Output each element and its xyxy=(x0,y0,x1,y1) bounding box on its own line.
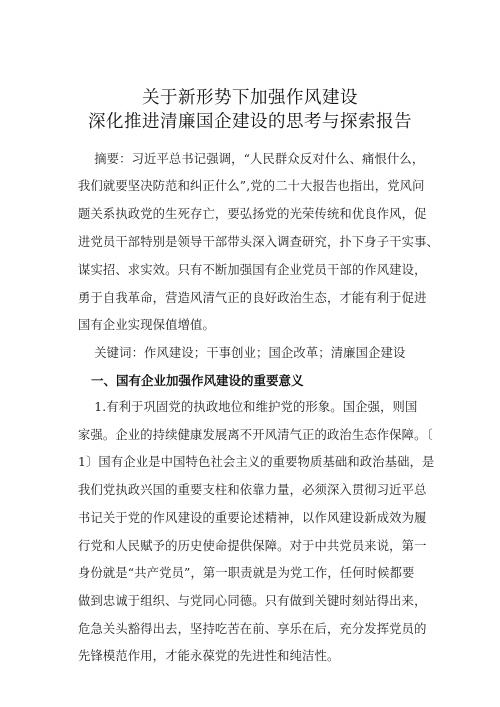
section-line: 身份就是“共产党员”，第一职责就是为党工作，任何时候都要 xyxy=(78,566,415,580)
keywords-line: 关键词：作风建设；干事创业；国企改革；清廉国企建设 xyxy=(78,346,406,360)
section-heading: 一、国有企业加强作风建设的重要意义 xyxy=(91,373,304,388)
title-line-1: 关于新形势下加强作风建设 xyxy=(142,88,358,108)
abstract-line: 谋实招、求实效。只有不断加强国有企业党员干部的作风建设， xyxy=(78,263,427,277)
section-line: 我们党执政兴国的重要支柱和依靠力量，必须深入贯彻习近平总 xyxy=(78,483,427,497)
title-line-2: 深化推进清廉国企建设的思考与探索报告 xyxy=(88,112,412,132)
abstract-line: 题关系执政党的生死存亡，要弘扬党的光荣传统和优良作风，促 xyxy=(78,207,427,221)
section-line: 行党和人民赋予的历史使命提供保障。对于中共党员来说，第一 xyxy=(78,539,427,553)
abstract-line: 我们就要坚决防范和纠正什么”,党的二十大报告也指出，党风问 xyxy=(78,179,425,193)
section-line: 家强。企业的持续健康发展离不开风清气正的政治生态作保障。〔 xyxy=(78,428,433,442)
abstract-line: 国有企业实现保值增值。 xyxy=(78,318,215,332)
abstract-line: 勇于自我革命，营造风清气正的良好政治生态，才能有利于促进 xyxy=(78,291,427,305)
abstract-line: 进党员干部特别是领导干部带头深入调查研究，扑下身子干实事、 xyxy=(78,235,439,249)
abstract-line: 摘要：习近平总书记强调，“人民群众反对什么、痛恨什么， xyxy=(78,152,425,166)
section-line: 1.有利于巩固党的执政地位和维护党的形象。国企强，则国 xyxy=(78,400,418,414)
section-line: 1〕国有企业是中国特色社会主义的重要物质基础和政治基础，是 xyxy=(78,455,435,469)
section-line: 先锋模范作用，才能永葆党的先进性和纯洁性。 xyxy=(78,649,340,663)
section-line: 书记关于党的作风建设的重要论述精神，以作风建设新成效为履 xyxy=(78,511,427,525)
section-line: 做到忠诚于组织、与党同心同德。只有做到关键时刻站得出来， xyxy=(78,594,427,608)
section-line: 危急关头豁得出去，坚持吃苦在前、享乐在后，充分发挥党员的 xyxy=(78,622,427,636)
